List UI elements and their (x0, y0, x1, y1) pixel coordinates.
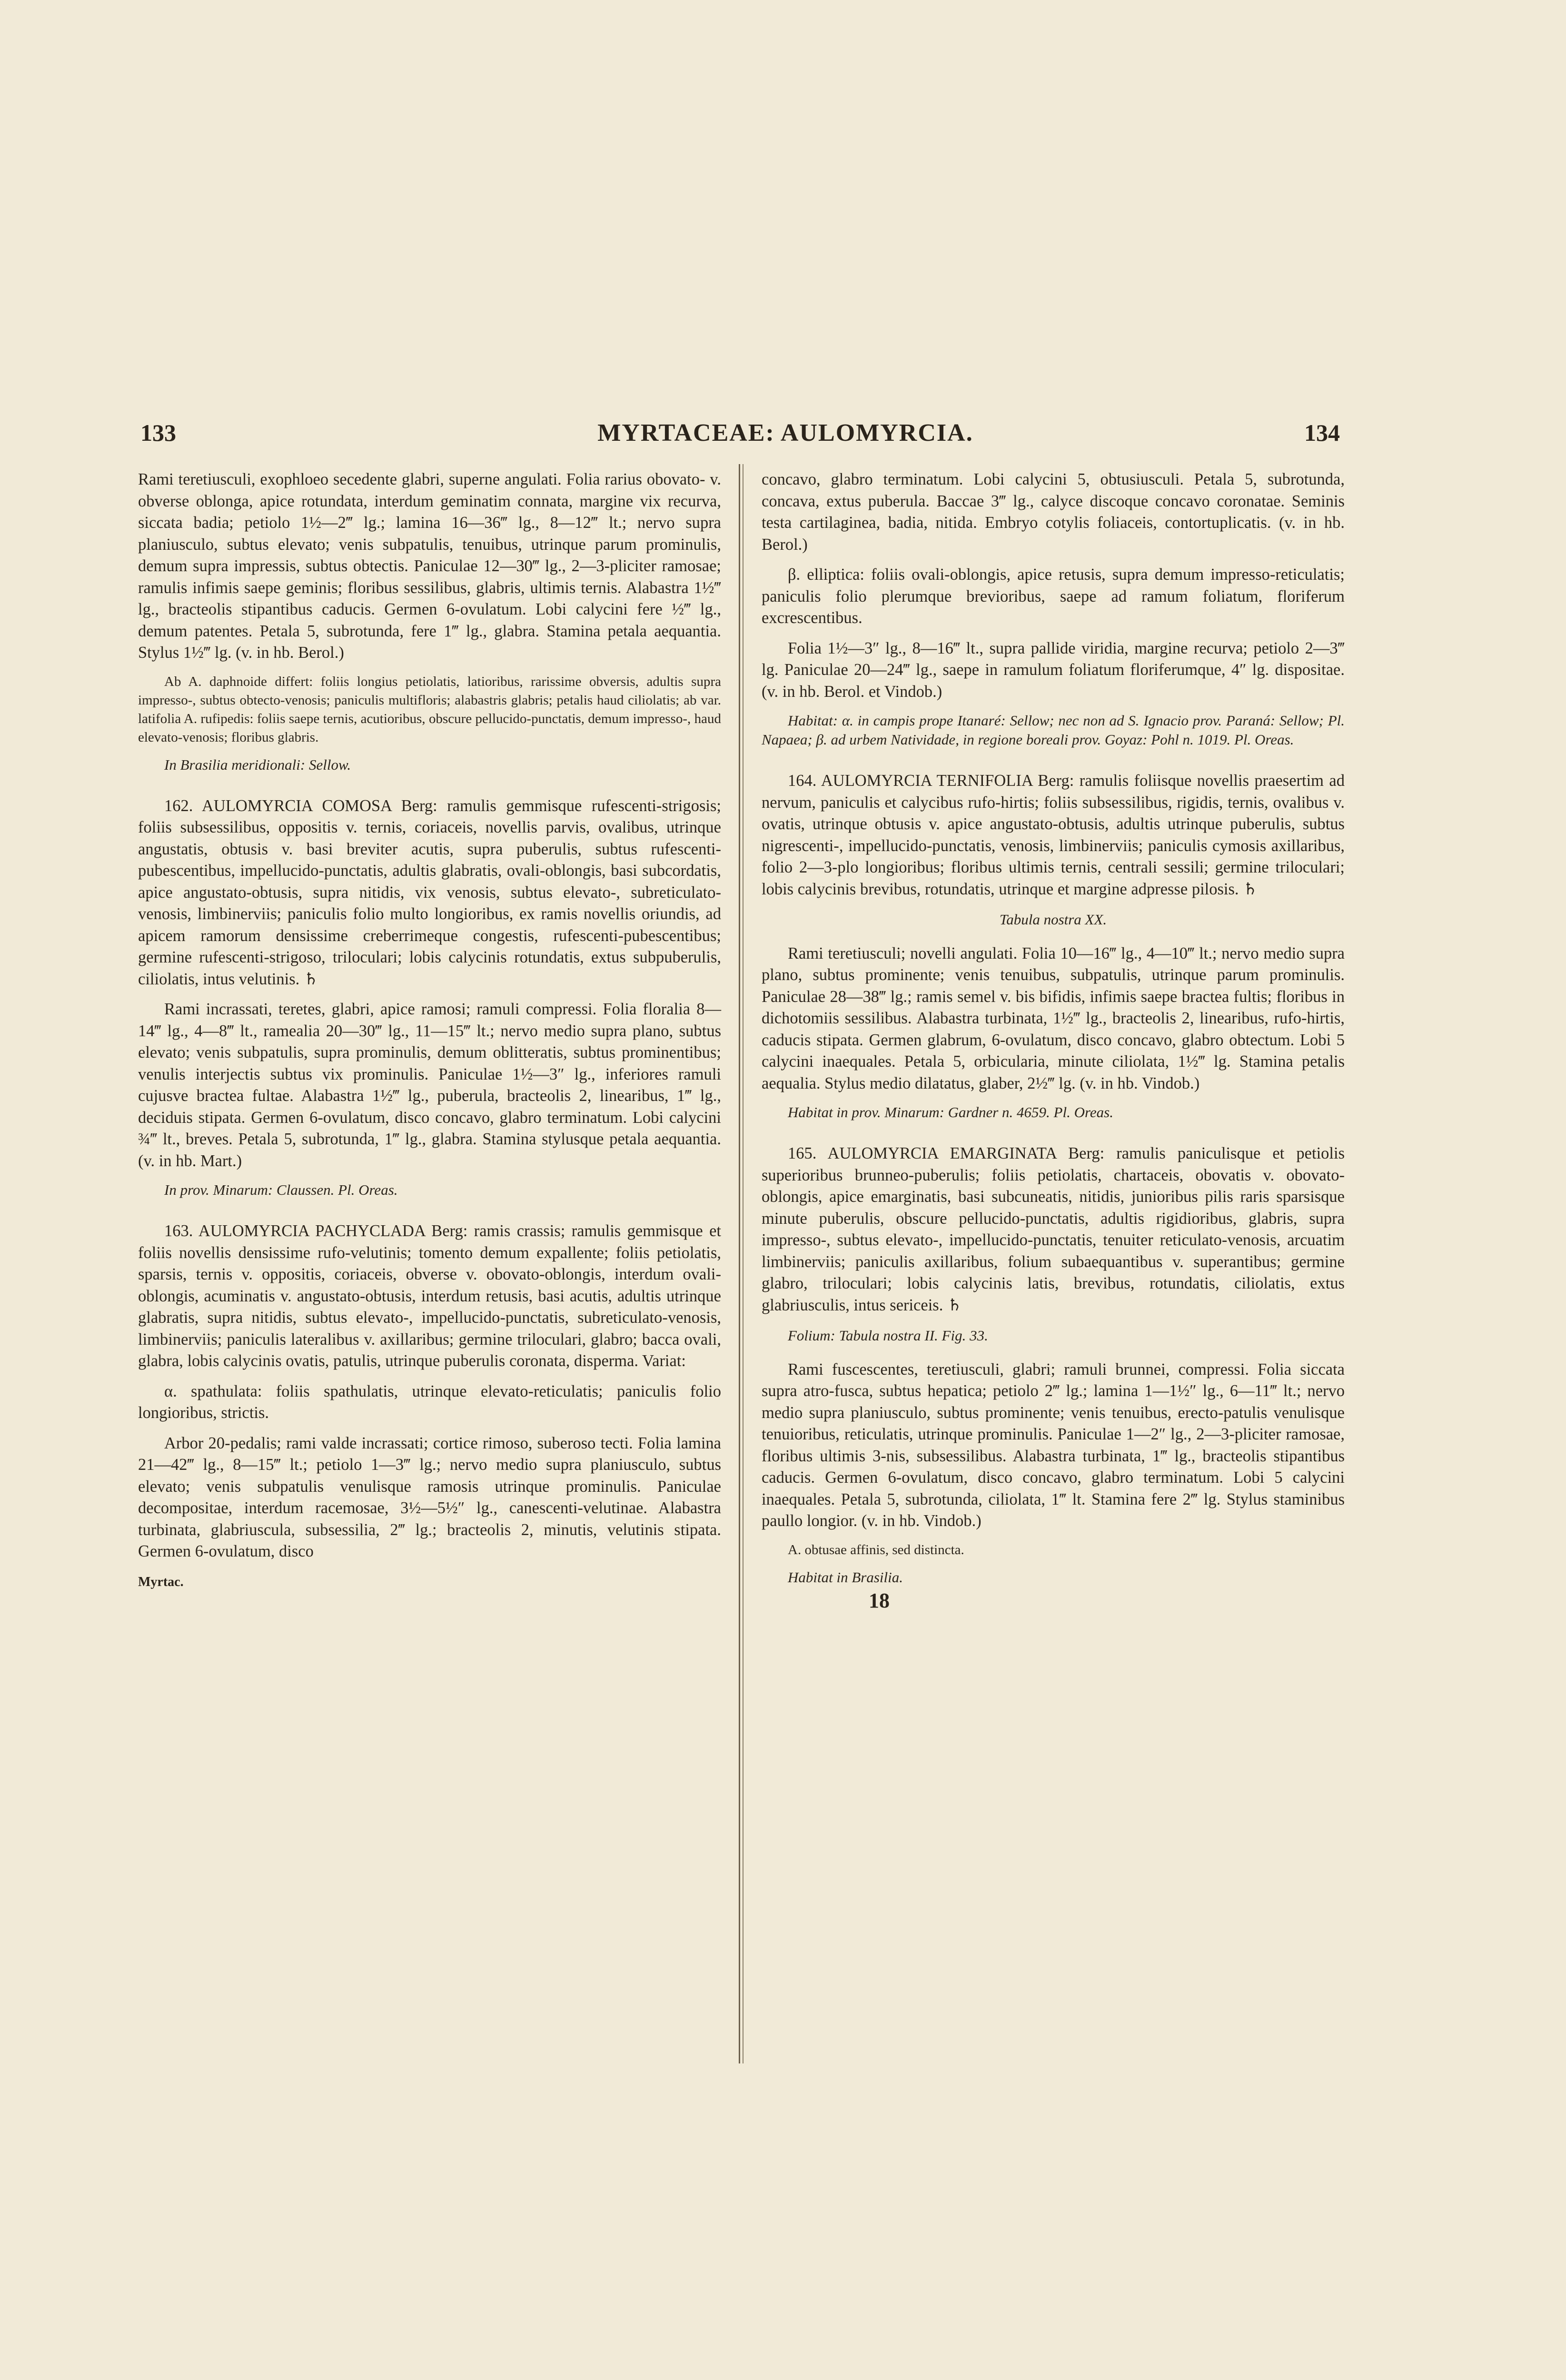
habitat-line: In Brasilia meridionali: Sellow. (164, 756, 351, 773)
species-165-description: Rami fuscescentes, teretiusculi, glabri; ramuli brunnei, compressi. Folia siccata supra atro-fusca, subtus hepatica; petiolo 2‴ lg.; lamina 1—1½″ lg., 6—11‴ lt.; nervo medio supra planiusculo, subtus prominente; venis tenuibus, erecto-patulis venulisque tenuioribus, reticulatis, utrinque prominulis. Paniculae 1—2″ lg., 2—3-pliciter ramosae, floribus ultimis 3-nis, subsessilibus. Alabastra turbinata, 1‴ lg., bracteolis stipantibus caducis. Germen 6-ovulatum, disco concavo, glabro terminatum. Lobi 5 calycini inaequales. Petala 5, subrotunda, ciliolata, 1‴ lt. Stamina fere 2‴ lg. Stylus staminibus paullo longior. (v. in hb. Vindob.) (762, 1360, 1345, 1530)
description-paragraph: Rami teretiusculi, exophloeo secedente glabri, superne angulati. Folia rarius obovato- v. obverse oblonga, apice rotundata, interdum geminatim connata, margine vix recurva, siccata badia; petiolo 1½—2‴ lg.; lamina 16—36‴ lg., 8—12‴ lt.; nervo supra planiusculo, subtus elevato; venis subpatulis, tenuibus, utrinque parum prominulis, demum supra impressis, subtus obtectis. Paniculae 12—30‴ lg., 2—3-pliciter ramosae; ramulis infimis saepe geminis; floribus sessilibus, glabris, ultimis ternis. Alabastra 1½‴ lg., bracteolis stipantibus caducis. Germen 6-ovulatum. Lobi calycini fere ½‴ lg., demum patentes. Petala 5, subrotunda, fere 1‴ lg., glabra. Stamina petala aequantia. Stylus 1½‴ lg. (v. in hb. Berol.) (138, 470, 721, 662)
variety-beta: β. elliptica: foliis ovali-oblongis, apice retusis, supra demum impresso-reticulatis; paniculis folio plerumque brevioribus, saepe ad ramum foliatum, floriferum excrescentibus. (762, 565, 1345, 627)
species-165-diagnosis: 165. AULOMYRCIA EMARGINATA Berg: ramulis paniculisque et petiolis superioribus brunneo-puberulis; foliis petiolatis, chartaceis, obovatis v. obovato-oblongis, apice emarginatis, basi subcuneatis, nitidis, junioribus pilis raris sparsisque minute puberulis, obscure pellucido-punctatis, adultis rigidioribus, glabris, supra impresso-, subtus elevato-, impellucido-punctatis, tenuiter reticulato-venosis, arcuatim limbinerviis; paniculis axillaribus, folium subaequantibus v. superantibus; germine glabro, triloculari; lobis calycinis latis, brevibus, rotundatis, ciliolatis, extus glabriusculis, intus sericeis. ♄ (762, 1144, 1345, 1314)
continuation-paragraph: concavo, glabro terminatum. Lobi calycini 5, obtusiusculi. Petala 5, subrotunda, concava, extus puberula. Baccae 3‴ lg., calyce discoque concavo coronatae. Seminis testa cartilaginea, badia, nitida. Embryo cotylis foliaceis, contortuplicatis. (v. in hb. Berol.) (762, 470, 1345, 554)
catchword: Myrtac. (138, 1574, 184, 1589)
species-163-description: Arbor 20-pedalis; rami valde incrassati; cortice rimoso, suberoso tecti. Folia lamina 21—42‴ lg., 8—15‴ lt.; petiolo 1—3‴ lg.; nervo medio supra planiusculo, subtus elevato; venis subpatulis venulisque ramosis utrinque prominulis. Paniculae decompositae, interdum racemosae, 3½—5½″ lg., canescenti-velutinae. Alabastra turbinata, glabriuscula, subsessilia, 2‴ lg.; bracteolis 2, minutis, velutinis stipata. Germen 6-ovulatum, disco (138, 1434, 721, 1560)
column-rule (739, 464, 740, 2063)
species-162-habitat: In prov. Minarum: Claussen. Pl. Oreas. (164, 1181, 398, 1198)
species-163-diagnosis: 163. AULOMYRCIA PACHYCLADA Berg: ramis crassis; ramulis gemmisque et foliis novellis densissime rufo-velutinis; tomento demum expallente; foliis petiolatis, sparsis, ternis v. oppositis, coriaceis, obverse v. obovato-oblongis, interdum ovali-oblongis, acuminatis v. angustato-obtusis, interdum retusis, basi acutis, adultis utrinque glabratis, supra nitidis, subtus elevato-, impellucido-punctatis, subreticulato-venosis, limbinerviis; paniculis lateralibus v. axillaribus; germine triloculari, glabro; bacca ovali, glabra, lobis calycinis ovatis, patulis, utrinque puberulis coronata, disperma. Variat: (138, 1222, 721, 1370)
species-164-habitat: Habitat in prov. Minarum: Gardner n. 4659. Pl. Oreas. (788, 1104, 1113, 1121)
signature-mark: 18 (869, 1588, 890, 1612)
right-column (762, 469, 1345, 1620)
species-164-diagnosis: 164. AULOMYRCIA TERNIFOLIA Berg: ramulis foliisque novellis praesertim ad nervum, paniculis et calycibus rufo-hirtis; foliis subsessilibus, rigidis, ternis, ovalibus v. ovatis, utrinque obtusis v. apice angustato-obtusis, adultis utrinque puberulis, subtus nigrescenti-, impellucido-punctatis, venosis, limbinerviis; paniculis cymosis axillaribus, folio 2—3-plo longioribus; floribus ultimis ternis, centrali sessili; germine triloculari; lobis calycinis brevibus, rotundatis, utrinque et margine adpresse pilosis. ♄ (762, 772, 1345, 898)
species-165-habitat: Habitat in Brasilia. (788, 1568, 903, 1586)
species-164-description: Rami teretiusculi; novelli angulati. Folia 10—16‴ lg., 4—10‴ lt.; nervo medio supra plano, subtus prominente; venis tenuibus, subpatulis, utrinque parum prominulis. Paniculae 28—38‴ lg.; ramis semel v. bis bifidis, infimis saepe bractea fultis; floribus in dichotomiis sessilibus. Alabastra turbinata, 1½‴ lg., bracteolis 2, linearibus, rufo-hirtis, caducis stipata. Germen glabrum, 6-ovulatum, disco concavo, glabro obtectum. Lobi 5 calycini inaequales. Petala 5, orbicularia, minute ciliolata, 1½‴ lg. Stamina petalis aequalia. Stylus medio dilatatus, glaber, 2½‴ lg. (v. in hb. Vindob.) (762, 944, 1345, 1092)
variety-alpha: α. spathulata: foliis spathulatis, utrinque elevato-reticulatis; paniculis folio longioribus, strictis. (138, 1382, 721, 1422)
page-number-left: 133 (140, 419, 176, 446)
figure-reference: Folium: Tabula nostra II. Fig. 33. (788, 1327, 988, 1344)
plate-reference: Tabula nostra XX. (999, 911, 1107, 928)
differentiation-note: Ab A. daphnoide differt: foliis longius petiolatis, latioribus, rarissime obversis, adultis supra impresso-, subtus obtecto-venosis; paniculis multifloris; alabastris glabris; petalis haud ciliolatis; ab var. latifolia A. rufipedis: foliis saepe ternis, acutioribus, obscure pellucido-punctatis, demum impresso-, haud elevato-venosis; floribus glabris. (138, 674, 721, 745)
species-162-diagnosis: 162. AULOMYRCIA COMOSA Berg: ramulis gemmisque rufescenti-strigosis; foliis subsessilibus, oppositis v. ternis, coriaceis, novellis parvis, ovalibus, utrinque angustatis, obtusis v. basi breviter acutis, supra puberulis, subtus rufescenti-pubescentibus, impellucido-punctatis, adultis glabratis, ovali-oblongis, basi subcordatis, apice angustato-obtusis, supra nitidis, vix venosis, subtus elevato-, subreticulato-venosis, limbinerviis; paniculis folio multo longioribus, ex ramis novellis oriundis, ad apicem ramorum densissime creberrimeque congestis, rufescenti-pubescentibus; germine rufescenti-strigoso, triloculari; lobis calycinis rotundatis, extus subpuberulis, ciliolatis, intus velutinis. ♄ (138, 796, 721, 988)
left-column (138, 469, 721, 1601)
species-162-description: Rami incrassati, teretes, glabri, apice ramosi; ramuli compressi. Folia floralia 8—14‴ lg., 4—8‴ lt., ramealia 20—30‴ lg., 11—15‴ lt.; nervo medio supra plano, subtus elevato; venis subpatulis, supra prominulis, demum oblitteratis, subtus prominentibus; venulis interjectis subtus vix prominulis. Paniculae 1½—3″ lg., inferiores ramuli cujusve bractea fultae. Alabastra 1½‴ lg., puberula, bracteolis 2, linearibus, 1‴ lg., deciduis stipata. Germen 6-ovulatum, disco concavo, glabro terminatum. Lobi calycini ¾‴ lt., breves. Petala 5, subrotunda, 1‴ lg., glabra. Stamina stylusque petala aequantia. (v. in hb. Mart.) (138, 1000, 721, 1170)
running-title: MYRTACEAE: AULOMYRCIA. (597, 419, 973, 446)
species-163-habitat: Habitat: α. in campis prope Itanaré: Sellow; nec non ad S. Ignacio prov. Paraná: Sellow; Pl. Napaea; β. ad urbem Natividade, in regione boreali prov. Goyaz: Pohl n. 1019. Pl. Oreas. (762, 712, 1345, 748)
page-number-right: 134 (1304, 419, 1340, 446)
affinity-note: A. obtusae affinis, sed distincta. (788, 1542, 964, 1557)
variety-beta-description: Folia 1½—3″ lg., 8—16‴ lt., supra pallide viridia, margine recurva; petiolo 2—3‴ lg. Paniculae 20—24‴ lg., saepe in ramulum foliatum floriferumque, 4″ lg. dispositae. (v. in hb. Berol. et Vindob.) (762, 639, 1345, 701)
